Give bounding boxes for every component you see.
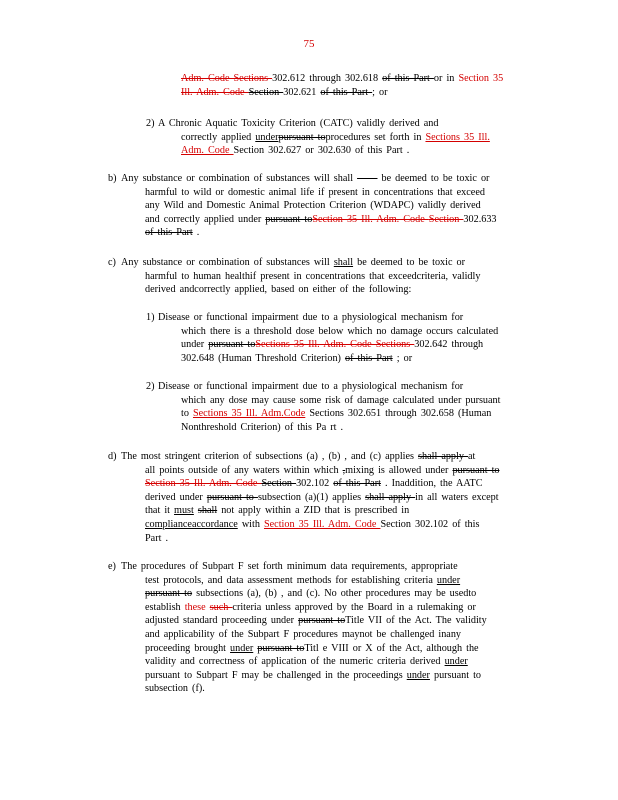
text-run: Sections 35 Ill. xyxy=(425,131,490,143)
text-line xyxy=(181,407,500,421)
text-run: correctly applied xyxy=(181,131,256,143)
text-run: Adm. Code xyxy=(181,145,234,157)
text-run: 302.621 xyxy=(283,86,321,98)
text-line xyxy=(145,464,500,478)
text-run: Part . xyxy=(145,532,169,544)
paragraph-label: c) xyxy=(108,257,116,268)
text-line xyxy=(181,72,503,86)
item-c2 xyxy=(146,380,500,434)
text-run: under xyxy=(436,574,461,586)
text-run: Section xyxy=(428,213,464,225)
text-run: Disease or functional impairment due to a physiological mechanism for xyxy=(158,312,464,323)
paragraph-label: e) xyxy=(108,561,116,572)
text-line xyxy=(145,226,497,240)
text-run: Section xyxy=(261,478,297,490)
text-line xyxy=(145,532,500,546)
item-c1 xyxy=(146,311,498,365)
text-run: such xyxy=(209,601,233,613)
text-run: Title VII of the Act. The validity xyxy=(345,615,487,627)
text-line xyxy=(145,477,500,491)
text-line xyxy=(158,380,500,394)
text-run: 302.633 xyxy=(463,213,497,225)
text-run: pursuant to xyxy=(298,615,346,627)
text-run: shall xyxy=(333,257,354,268)
text-run: 302.102 xyxy=(296,478,334,490)
text-run: Section 35 Ill. Adm. Code xyxy=(312,213,429,225)
text-run: procedures set forth in xyxy=(325,131,426,143)
paragraph-c xyxy=(108,256,480,297)
text-run: of this Part xyxy=(344,352,393,364)
text-run: under xyxy=(181,339,209,351)
text-run: The most stringent criterion of subsections (a) , (b) , and (c) applies xyxy=(121,451,419,462)
text-line xyxy=(121,450,500,464)
text-run: under xyxy=(406,669,430,681)
text-run: Section xyxy=(248,86,284,98)
text-run: must xyxy=(174,505,194,517)
text-run: these xyxy=(184,601,210,613)
text-line xyxy=(181,352,498,366)
text-line xyxy=(181,325,498,339)
text-run: Sections 302.651 through 302.658 (Human xyxy=(305,408,492,420)
text-line xyxy=(145,186,497,200)
text-run: Disease or functional impairment due to a physiological mechanism for xyxy=(158,381,464,392)
text-run: establish xyxy=(145,601,185,613)
text-run: pursuant to Subpart F may be challenged in the proceedings xyxy=(145,669,407,681)
text-run: in all waters except xyxy=(415,491,499,503)
text-run: and applicability of the Subpart F procedures maynot be challenged inany xyxy=(145,628,462,640)
text-run: not apply within a ZID that is prescribed in xyxy=(217,505,410,517)
text-run: pursuant to xyxy=(257,642,305,654)
text-run: under xyxy=(444,656,468,668)
item-label: 1) xyxy=(146,312,155,323)
text-line xyxy=(145,574,487,588)
text-run: Section 35 Ill. Adm. Code xyxy=(263,518,381,530)
text-line xyxy=(145,614,487,628)
text-line xyxy=(145,270,480,284)
text-run: adjusted standard proceeding under xyxy=(145,615,299,627)
text-run: 302.648 (Human Threshold Criterion) xyxy=(181,352,345,364)
item-label: 2) xyxy=(146,118,155,129)
text-run: Ill. Adm. Code xyxy=(181,86,249,98)
text-run: mixing is allowed under xyxy=(345,464,453,476)
text-line xyxy=(181,338,498,352)
text-run: Section 35 Ill. Adm. Code xyxy=(145,478,262,490)
text-line xyxy=(145,504,500,518)
text-line xyxy=(145,491,500,505)
text-line xyxy=(181,86,503,100)
text-run: proceeding brought xyxy=(145,642,231,654)
text-run: Titl e VIII or X of the Act, although the xyxy=(304,642,479,654)
text-run: Section 302.102 of this xyxy=(380,518,480,530)
text-line xyxy=(145,682,487,696)
text-run: be deemed to be toxic or xyxy=(377,173,490,184)
text-run: of this Part xyxy=(333,478,381,490)
text-run: —— xyxy=(357,173,378,184)
text-run: . xyxy=(192,227,200,239)
text-run: subsection (a)(1) applies xyxy=(257,491,366,503)
text-run: criteria unless approved by the Board in a rulemaking or xyxy=(232,601,476,613)
text-run: Sections 35 Ill. Adm.Code xyxy=(192,408,306,420)
text-run: pursuant to xyxy=(452,464,500,476)
text-run: shall apply xyxy=(365,491,416,503)
text-line xyxy=(145,669,487,683)
intro-paragraph xyxy=(181,72,503,99)
text-line xyxy=(181,144,490,158)
text-line xyxy=(121,560,487,574)
text-run: Section 35 xyxy=(458,73,504,84)
text-run: that it xyxy=(145,505,175,517)
text-run: The procedures of Subpart F set forth minimum data requirements, appropriate xyxy=(121,561,458,572)
text-run: A Chronic Aquatic Toxicity Criterion (CATC) validly derived and xyxy=(158,118,439,129)
text-run: . Inaddition, the AATC xyxy=(380,478,483,490)
text-line xyxy=(121,256,480,270)
text-line xyxy=(158,117,490,131)
text-run: at xyxy=(468,451,476,462)
text-run: of this Part xyxy=(145,227,193,239)
text-run: pursuant to xyxy=(278,131,326,143)
text-run: or in xyxy=(433,73,459,84)
text-line xyxy=(158,311,498,325)
text-run: test protocols, and data assessment methods for establishing criteria xyxy=(145,574,437,586)
text-line xyxy=(145,283,480,297)
text-run: pursuant to xyxy=(208,339,256,351)
paragraph-label: d) xyxy=(108,451,117,462)
text-run: ; or xyxy=(372,86,388,98)
text-line xyxy=(145,518,500,532)
text-run: which any dose may cause some risk of damage calculated under pursuant xyxy=(181,394,501,406)
text-line xyxy=(145,628,487,642)
text-run: any Wild and Domestic Animal Protection Criterion (WDAPC) validly derived xyxy=(145,200,481,212)
text-run: pursuant to xyxy=(265,213,313,225)
text-line xyxy=(145,642,487,656)
text-run: harmful to wild or domestic animal life if present in concentrations that exceed xyxy=(145,186,485,198)
text-run: ; or xyxy=(392,352,413,364)
text-line xyxy=(121,172,497,186)
text-run: of this Part xyxy=(320,86,373,98)
text-run: and correctly applied under xyxy=(145,213,266,225)
text-run: derived under xyxy=(145,491,207,503)
text-run: subsection (f). xyxy=(145,683,205,695)
text-line xyxy=(181,421,500,435)
text-run: under xyxy=(255,131,279,143)
text-run: pursuant to xyxy=(145,588,193,600)
text-run: , xyxy=(342,464,346,476)
text-run: all points outside of any waters within which xyxy=(145,464,343,476)
text-run: under xyxy=(230,642,254,654)
page-number: 75 xyxy=(303,38,315,50)
text-run: shall apply xyxy=(418,451,468,462)
text-run: Any substance or combination of substances will shall xyxy=(121,173,358,184)
text-line xyxy=(145,601,487,615)
text-run: Section 302.627 or 302.630 of this Part . xyxy=(233,145,410,157)
text-run: Adm. Code Sections xyxy=(181,73,273,84)
text-run: Nonthreshold Criterion) of this Pa rt . xyxy=(181,421,344,433)
text-run: with xyxy=(237,518,264,530)
text-run: harmful to human healthif present in concentrations that exceedcriteria, validly xyxy=(145,270,481,282)
item-label: 2) xyxy=(146,381,155,392)
text-run: 302.642 through xyxy=(414,339,484,351)
text-run: pursuant to xyxy=(429,669,482,681)
text-line xyxy=(145,655,487,669)
text-line xyxy=(181,394,500,408)
paragraph-d xyxy=(108,450,500,545)
text-run: Sections 35 Ill. Adm. Code Sections xyxy=(255,339,415,351)
text-run: shall xyxy=(197,505,218,517)
paragraph-b xyxy=(108,172,497,240)
text-run: complianceaccordance xyxy=(145,518,238,530)
text-run: validity and correctness of application of the numeric criteria derived xyxy=(145,656,445,668)
item-a2 xyxy=(146,117,490,158)
text-run: Any substance or combination of substances will xyxy=(121,257,334,268)
text-run: to xyxy=(181,408,193,420)
text-line xyxy=(145,587,487,601)
paragraph-label: b) xyxy=(108,173,117,184)
text-line xyxy=(145,199,497,213)
text-run: be deemed to be toxic or xyxy=(353,257,466,268)
text-run: subsections (a), (b) , and (c). No other procedures may be usedto xyxy=(192,588,477,600)
text-run: pursuant to xyxy=(206,491,258,503)
text-run: 302.612 through 302.618 xyxy=(272,73,383,84)
text-line xyxy=(181,131,490,145)
text-line xyxy=(145,213,497,227)
text-run: of this Part xyxy=(382,73,434,84)
text-run: which there is a threshold dose below which no damage occurs calculated xyxy=(181,325,499,337)
paragraph-e xyxy=(108,560,487,696)
text-run: derived andcorrectly applied, based on either of the following: xyxy=(145,284,412,296)
